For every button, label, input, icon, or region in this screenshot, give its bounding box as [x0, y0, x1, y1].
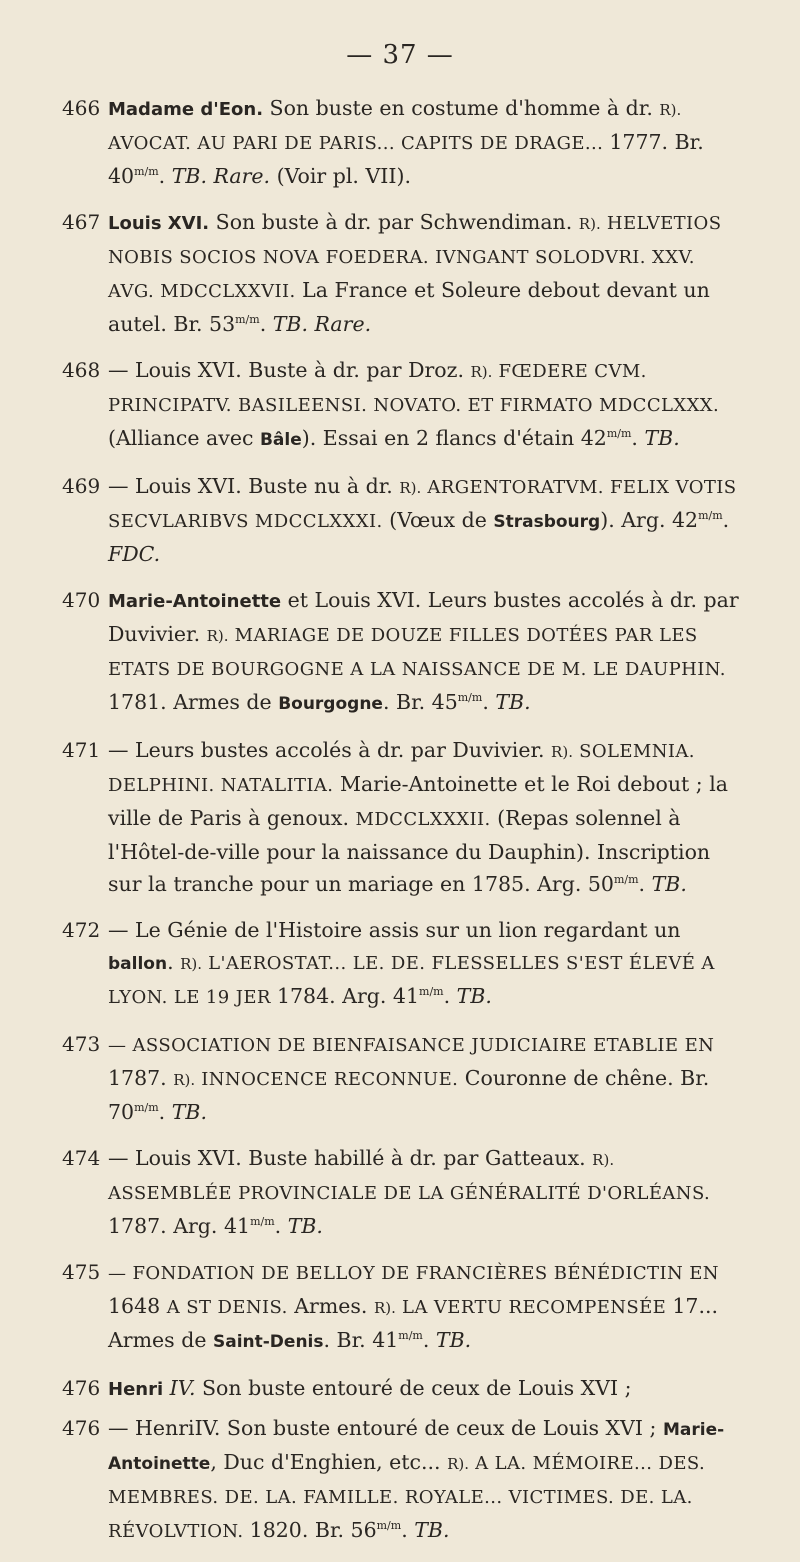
entry-text: .: [167, 950, 181, 974]
legend-text: FŒDERE CVM. PRINCIPATV. BASILEENSI. NOVATO. ET FIRMATO MDCCLXXX.: [108, 361, 720, 416]
catalogue-entry-470: [62, 584, 742, 720]
catalogue-entry-473: [62, 1028, 742, 1128]
legend-text: INNOCENCE RECONNUE.: [195, 1069, 459, 1090]
entry-number: 473: [62, 1032, 101, 1056]
entry-text: (Alliance avec: [108, 426, 260, 450]
entry-text: .: [631, 426, 645, 450]
catalogue-entry-476b: [62, 1412, 742, 1548]
reverse-symbol: R).: [578, 215, 601, 233]
reverse-symbol: R).: [470, 363, 493, 381]
entry-number: 472: [62, 918, 101, 942]
unit-mm: m/m: [134, 1101, 159, 1115]
catalogue-entry-466: [62, 92, 742, 192]
entry-text: Marie-Antoinette et le Roi debout ; la ville de Paris à genoux.: [108, 772, 729, 830]
entry-text: .: [158, 1100, 172, 1124]
subject-name: ballon: [108, 954, 168, 974]
entry-text: .: [401, 1518, 415, 1542]
entry-text: 1784. Arg. 41: [276, 984, 420, 1008]
entry-text: — Louis XVI. Buste à dr. par Droz.: [108, 358, 471, 382]
entry-number: 469: [62, 474, 101, 498]
entry-text: ). Essai en 2 flancs d'étain 42: [301, 426, 607, 450]
entry-text: 1781. Armes de: [108, 690, 279, 714]
unit-mm: m/m: [376, 1519, 402, 1533]
rating: TB.: [287, 1214, 323, 1238]
legend-text: MDCCLXXXII.: [355, 809, 491, 830]
entry-text: — Louis XVI. Buste habillé à dr. par Gatteaux.: [108, 1146, 593, 1170]
entry-number: 468: [62, 358, 101, 382]
unit-mm: m/m: [250, 1215, 275, 1229]
entry-text: — Louis XVI. Buste nu à dr.: [108, 474, 400, 498]
entry-text: — Le Génie de l'Histoire assis sur un lion regardant un: [108, 918, 681, 942]
entry-text: .: [482, 690, 496, 714]
reverse-symbol: R).: [180, 955, 203, 973]
entry-number: 466: [62, 96, 101, 120]
subject-name: Marie-Antoinette: [108, 1420, 725, 1474]
catalogue-entry-468: [62, 354, 742, 456]
entry-number: 476: [62, 1416, 101, 1440]
place-name: Saint-Denis: [212, 1332, 324, 1352]
entry-name-italic: IV.: [163, 1376, 196, 1400]
rating: TB. Rare.: [171, 164, 271, 188]
rating: TB.: [651, 872, 687, 896]
rating: TB.: [644, 426, 680, 450]
reverse-symbol: R).: [399, 479, 422, 497]
entry-text: .: [722, 508, 730, 532]
legend-text: — FONDATION DE BELLOY DE FRANCIÈRES BÉNÉDICTIN EN: [108, 1263, 719, 1284]
entry-name: Louis XVI.: [108, 213, 210, 234]
place-name: Bâle: [259, 430, 302, 450]
entry-text: — Leurs bustes accolés à dr. par Duvivier.: [108, 738, 552, 762]
entry-text: 1777. Br. 40: [108, 130, 704, 188]
legend-text: A ST DENIS.: [166, 1297, 288, 1318]
reverse-symbol: R).: [659, 101, 682, 119]
rating: FDC.: [108, 542, 161, 566]
legend-text: LA VERTU RECOMPENSÉE: [395, 1297, 673, 1318]
unit-mm: m/m: [613, 873, 639, 887]
entry-number: 470: [62, 588, 101, 612]
legend-text: HELVETIOS NOBIS SOCIOS NOVA FOEDERA. IVNGANT SOLODVRI. XXV. AVG. MDCCLXXVII.: [108, 213, 722, 302]
reverse-symbol: R).: [173, 1071, 196, 1089]
unit-mm: m/m: [419, 985, 444, 999]
catalogue-entries: [62, 92, 742, 1562]
entry-name: Marie-Antoinette: [108, 591, 282, 612]
unit-mm: m/m: [398, 1329, 423, 1343]
reverse-symbol: R).: [551, 743, 573, 761]
entry-text: 1820. Br. 56: [249, 1518, 377, 1542]
entry-text: Couronne de chêne. Br. 70: [108, 1066, 710, 1124]
entry-number: 467: [62, 210, 101, 234]
catalogue-entry-469: [62, 470, 742, 570]
entry-text: .: [638, 872, 652, 896]
rating: TB.: [495, 690, 531, 714]
reverse-symbol: R).: [592, 1151, 615, 1169]
entry-text: .: [422, 1328, 436, 1352]
legend-text: — ASSOCIATION DE BIENFAISANCE JUDICIAIRE ETABLIE EN: [108, 1035, 715, 1056]
entry-text: ). Arg. 42: [600, 508, 699, 532]
entry-name: Henri: [108, 1379, 164, 1400]
legend-text: ARGENTORATVM. FELIX VOTIS SECVLARIBVS MDCCLXXXI.: [108, 477, 737, 532]
entry-text: .: [274, 1214, 288, 1238]
entry-text: (Voir pl. VII).: [270, 164, 411, 188]
entry-text: Son buste entouré de ceux de Louis XVI ;: [195, 1376, 632, 1400]
entry-text: 1648: [108, 1294, 167, 1318]
entry-number: 475: [62, 1260, 101, 1284]
entry-text: .: [259, 312, 273, 336]
entry-number: 474: [62, 1146, 101, 1170]
reverse-symbol: R).: [206, 627, 229, 645]
rating: TB.: [414, 1518, 450, 1542]
entry-text: 1787.: [108, 1066, 174, 1090]
entry-text: .: [158, 164, 172, 188]
unit-mm: m/m: [698, 509, 723, 523]
rating: TB.: [435, 1328, 472, 1352]
legend-text: ASSEMBLÉE PROVINCIALE DE LA GÉNÉRALITÉ D'ORLÉANS.: [108, 1183, 711, 1204]
entry-text: 1787. Arg. 41: [108, 1214, 251, 1238]
entry-text: , Duc d'Enghien, etc...: [210, 1450, 448, 1474]
rating: TB.: [171, 1100, 207, 1124]
legend-text: L'AEROSTAT... LE. DE. FLESSELLES S'EST ÉLEVÉ A LYON. LE 19 JER: [108, 953, 715, 1008]
legend-text: AVOCAT. AU PARI DE PARIS... CAPITS DE DRAGE...: [108, 133, 610, 154]
unit-mm: m/m: [457, 691, 483, 705]
catalogue-entry-474: [62, 1142, 742, 1242]
unit-mm: m/m: [235, 313, 260, 327]
entry-text: (Vœux de: [382, 508, 494, 532]
unit-mm: m/m: [606, 427, 632, 441]
rating: TB. Rare.: [272, 312, 372, 336]
place-name: Bourgogne: [278, 694, 383, 714]
place-name: Strasbourg: [493, 512, 601, 532]
catalogue-entry-472: [62, 914, 742, 1014]
legend-text: MARIAGE DE DOUZE FILLES DOTÉES PAR LES ETATS DE BOURGOGNE A LA NAISSANCE DE M. LE DAUPHIN.: [108, 625, 726, 680]
legend-text: A LA. MÉMOIRE... DES. MEMBRES. DE. LA. FAMILLE. ROYALE... VICTIMES. DE. LA. RÉVOLVTION.: [108, 1453, 706, 1542]
unit-mm: m/m: [134, 165, 159, 179]
entry-name: Madame d'Eon.: [108, 99, 264, 120]
entry-number: 471: [62, 738, 101, 762]
entry-number: 476: [62, 1376, 101, 1400]
entry-text: La France et Soleure debout devant un autel. Br. 53: [108, 278, 710, 336]
rating: TB.: [456, 984, 492, 1008]
entry-text: Armes.: [287, 1294, 374, 1318]
page-number: — 37 —: [346, 40, 454, 70]
catalogue-entry-467: [62, 206, 742, 340]
entry-text: 17... Armes de: [108, 1294, 718, 1352]
catalogue-entry-476a: [62, 1372, 742, 1406]
entry-text: . Br. 45: [382, 690, 458, 714]
entry-text: .: [443, 984, 457, 1008]
reverse-symbol: R).: [447, 1455, 469, 1473]
legend-text: SOLEMNIA. DELPHINI. NATALITIA.: [108, 741, 695, 796]
reverse-symbol: R).: [373, 1299, 396, 1317]
entry-text: Son buste en costume d'homme à dr.: [263, 96, 660, 120]
catalogue-entry-471: [62, 734, 742, 900]
entry-text: — HenriIV. Son buste entouré de ceux de Louis XVI ;: [108, 1416, 663, 1440]
entry-text: Son buste à dr. par Schwendiman.: [209, 210, 579, 234]
entry-text: (Repas solennel à l'Hôtel-de-ville pour la naissance du Dauphin). Inscription sur la tranche pour un mariage en 1785. Arg. 50: [108, 806, 711, 896]
entry-text: et Louis XVI. Leurs bustes accolés à dr. par Duvivier.: [108, 588, 739, 646]
entry-text: . Br. 41: [323, 1328, 399, 1352]
